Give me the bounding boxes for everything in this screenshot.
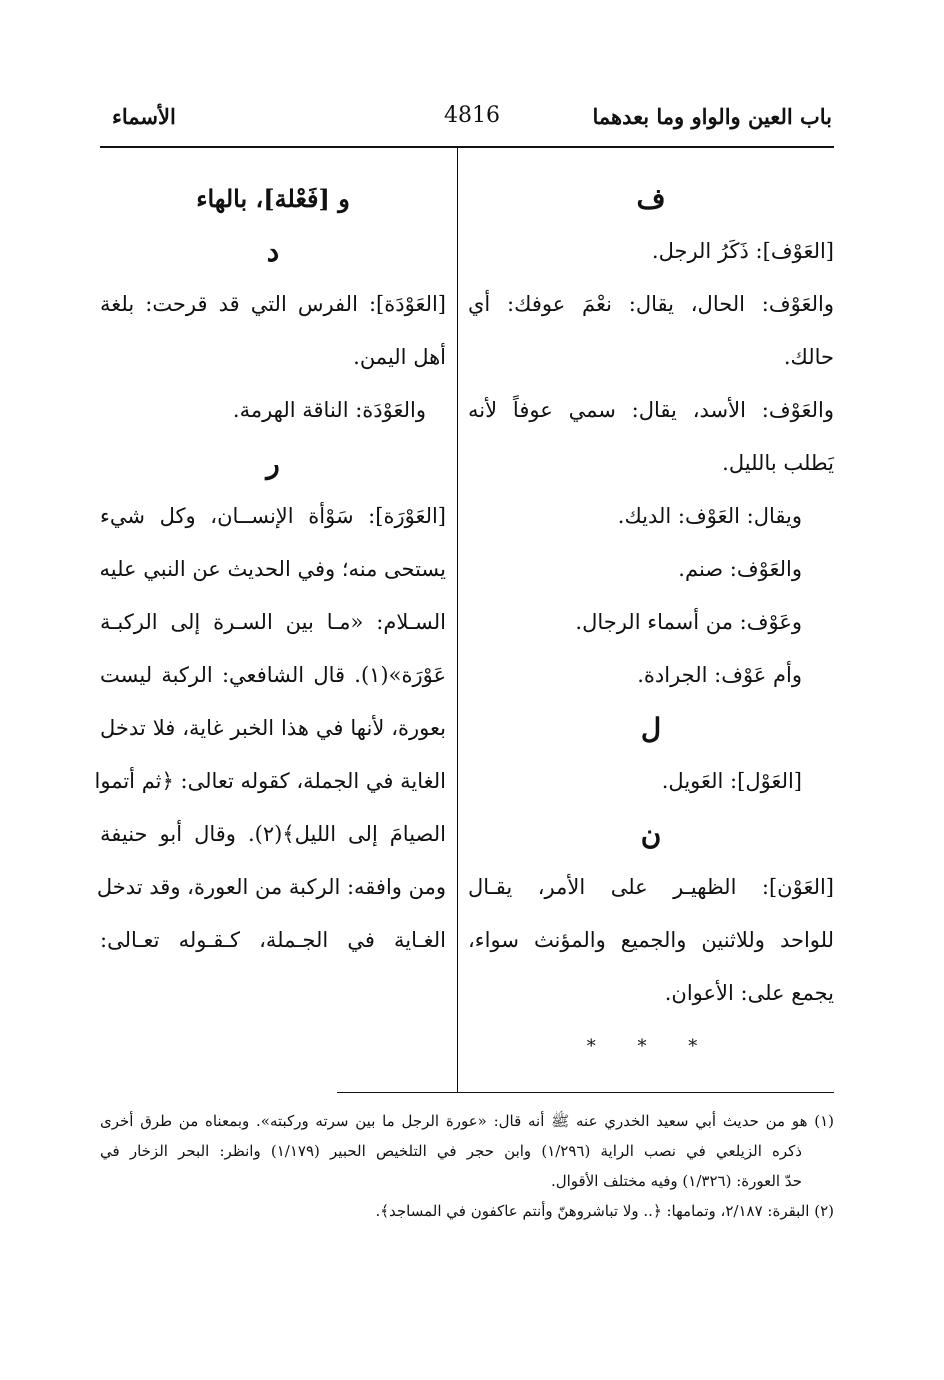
entry-line: السـلام: «مـا بين السـرة إلى الركبـة <box>100 610 446 634</box>
entry-line: الغاية في الجملة، كقوله تعالى: ﴿ثم أتموا <box>94 769 446 793</box>
entry-line: [العَوْرَة]: سَوْأة الإنســان، وكل شيء <box>100 504 446 528</box>
header-rule <box>100 146 834 148</box>
section-letter-fa: ف <box>636 182 666 215</box>
right-column <box>468 172 834 1073</box>
entry-line: الغـاية في الجـملة، كـقـوله تعـالى: <box>100 928 446 952</box>
column-divider <box>457 148 458 1092</box>
footnote-1-line: حدّ العورة: (١/٣٢٦) وفيه مختلف الأقوال. <box>550 1172 802 1190</box>
running-head-section: الأسماء <box>112 104 176 129</box>
entry-line: والعَوْف: الأسد، يقال: سمي عوفاً لأنه <box>468 398 834 422</box>
page-number: 4816 <box>444 103 500 128</box>
section-letter-lam: ل <box>640 712 662 745</box>
footnote-1-line: (١) هو من حديث أبي سعيد الخدري عنه ﷺ أنه قال: «عورة الرجل ما بين سرته وركبته». وبمعناه من طرق أخرى <box>100 1112 834 1130</box>
entry-line: للواحد وللاثنين والجميع والمؤنث سواء، <box>468 928 834 952</box>
entry-line: وأم عَوْف: الجرادة. <box>637 663 802 687</box>
entry-line: [العَوْن]: الظهيـر على الأمر، يقـال <box>468 875 834 899</box>
entry-line: والعَوْف: الحال، يقال: نعْمَ عوفك: أي <box>468 292 834 316</box>
form-heading: و [فَعْلة]، بالهاء <box>196 184 350 213</box>
entry-line: [العَوْل]: العَويل. <box>661 769 802 793</box>
entry-line: يستحى منه؛ وفي الحديث عن النبي عليه <box>99 557 446 581</box>
entry-line: حالك. <box>783 345 834 369</box>
entry-line: والعَوْف: صنم. <box>678 557 802 581</box>
section-letter-nun: ن <box>640 818 662 851</box>
entry-line: عَوْرَة»(١). قال الشافعي: الركبة ليست <box>100 663 446 687</box>
entry-line: يجمع على: الأعوان. <box>664 981 834 1005</box>
entry-line: أهل اليمن. <box>353 345 446 369</box>
section-letter-dal: د <box>266 235 280 268</box>
entry-line: يَطلب بالليل. <box>722 451 834 475</box>
footnote-rule <box>337 1092 834 1093</box>
entry-line: بعورة، لأنها في هذا الخبر غاية، فلا تدخل <box>100 716 446 740</box>
entry-line: ومن وافقه: الركبة من العورة، وقد تدخل <box>96 875 446 899</box>
entry-line: الصيامَ إلى الليل﴾(٢). وقال أبو حنيفة <box>100 822 446 846</box>
entry-line: وعَوْف: من أسماء الرجال. <box>575 610 802 634</box>
footnotes <box>100 1106 834 1226</box>
running-head-chapter: باب العين والواو وما بعدهما <box>592 104 832 129</box>
footnote-1-line: ذكره الزيلعي في نصب الراية (١/٢٩٦) وابن حجر في التلخيص الحبير (١/١٧٩) وانظر: البحر الزخار في <box>100 1142 802 1160</box>
left-column <box>94 172 446 967</box>
entry-line: والعَوْدَة: الناقة الهرمة. <box>232 398 426 422</box>
entry-line: [العَوْدَة]: الفرس التي قد قرحت: بلغة <box>100 292 446 316</box>
section-end-stars: * * * <box>586 1036 716 1057</box>
entry-line: ويقال: العَوْف: الديك. <box>617 504 802 528</box>
footnote-2: (٢) البقرة: ٢/١٨٧، وتمامها: ﴿.. ولا تباشروهنّ وأنتم عاكفون في المساجد﴾. <box>375 1202 834 1220</box>
section-letter-ra: ر <box>266 447 280 480</box>
entry-line: [العَوْف]: ذَكَرُ الرجل. <box>651 239 834 263</box>
